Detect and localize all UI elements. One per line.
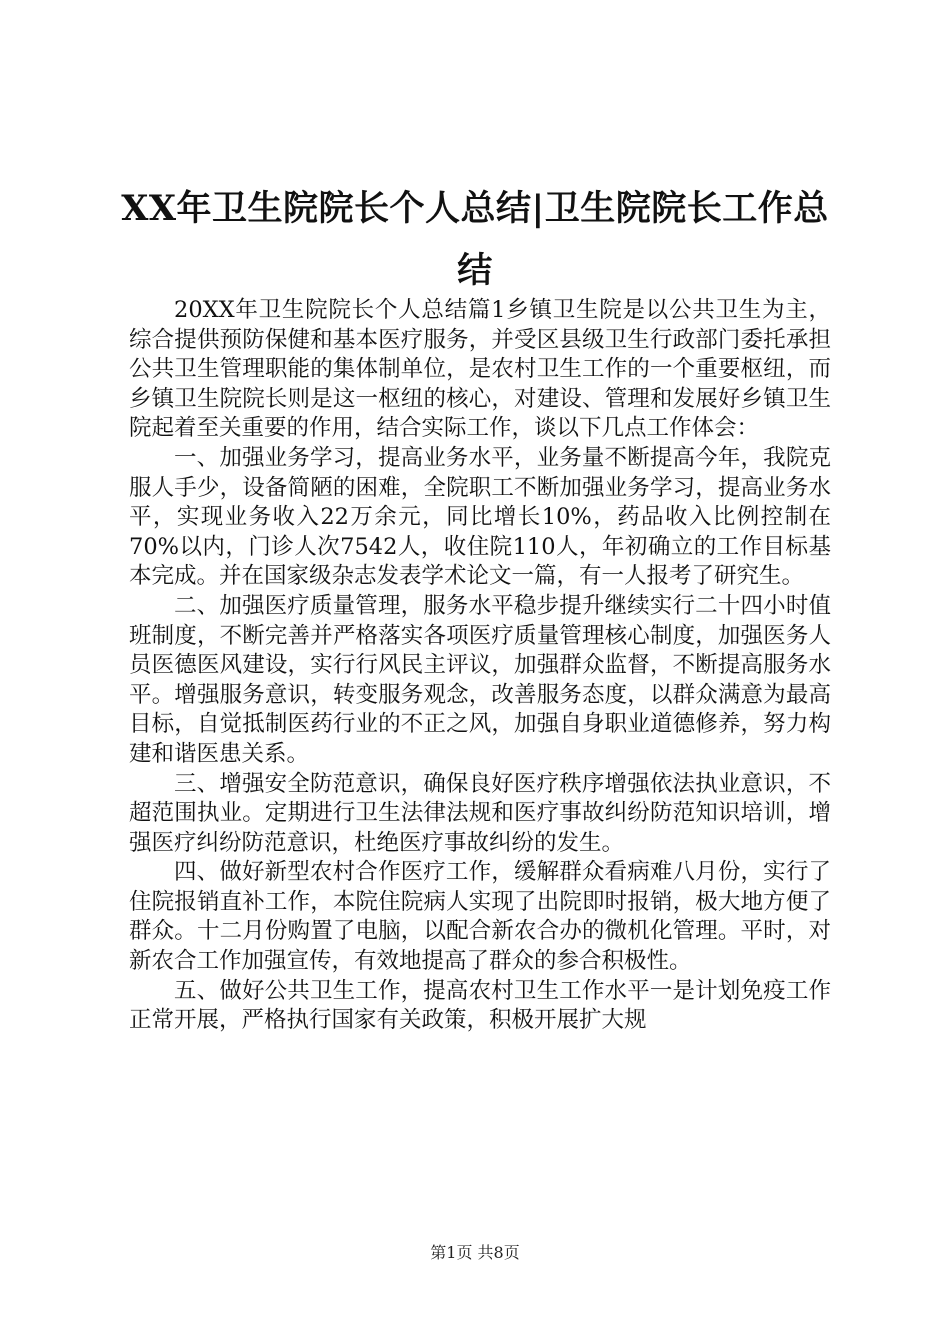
paragraph-section-3: 三、增强安全防范意识，确保良好医疗秩序增强依法执业意识，不超范围执业。定期进行卫生法律法规和医疗事故纠纷防范知识培训，增强医疗纠纷防范意识，杜绝医疗事故纠纷的发生。 (129, 770, 831, 856)
paragraph-section-4: 四、做好新型农村合作医疗工作，缓解群众看病难八月份，实行了住院报销直补工作，本院住院病人实现了出院即时报销，极大地方便了群众。十二月份购置了电脑，以配合新农合办的微机化管理。平时，对新农合工作加强宣传，有效地提高了群众的参合积极性。 (129, 859, 831, 975)
paragraph-section-5: 五、做好公共卫生工作，提高农村卫生工作水平一是计划免疫工作正常开展，严格执行国家有关政策，积极开展扩大规 (129, 977, 831, 1034)
paragraph-section-1: 一、加强业务学习，提高业务水平，业务量不断提高今年，我院克服人手少，设备简陋的困难，全院职工不断加强业务学习，提高业务水平，实现业务收入22万余元，同比增长10%，药品收入比例控制在70%以内，门诊人次7542人，收住院110人，年初确立的工作目标基本完成。并在国家级杂志发表学术论文一篇，有一人报考了研究生。 (129, 444, 831, 590)
document-body (129, 296, 831, 1036)
paragraph-section-2: 二、加强医疗质量管理，服务水平稳步提升继续实行二十四小时值班制度，不断完善并严格落实各项医疗质量管理核心制度，加强医务人员医德医风建设，实行行风民主评议，加强群众监督，不断提高服务水平。增强服务意识，转变服务观念，改善服务态度，以群众满意为最高目标，自觉抵制医药行业的不正之风，加强自身职业道德修养，努力构建和谐医患关系。 (129, 592, 831, 767)
page-number-footer: 第1页 共8页 (430, 1243, 520, 1262)
document-title: XX年卫生院院长个人总结|卫生院院长工作总结 (121, 188, 829, 291)
paragraph-intro: 20XX年卫生院院长个人总结篇1乡镇卫生院是以公共卫生为主，综合提供预防保健和基本医疗服务，并受区县级卫生行政部门委托承担公共卫生管理职能的集体制单位，是农村卫生工作的一个重要枢纽，而乡镇卫生院院长则是这一枢纽的核心，对建设、管理和发展好乡镇卫生院起着至关重要的作用，结合实际工作，谈以下几点工作体会： (129, 297, 831, 442)
